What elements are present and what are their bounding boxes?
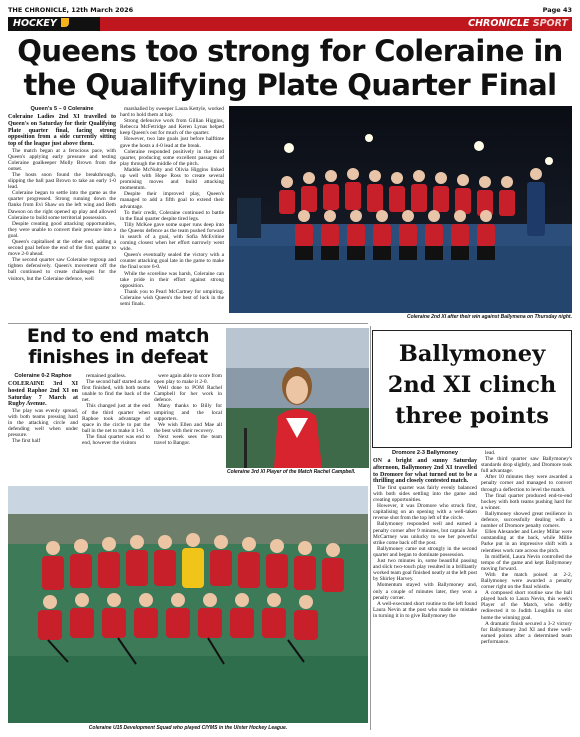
story3-paragraph: A composed short routine saw the ball played back to Laura Nevin, this week's Player of the Match, who deftly redirected it to Judith Loughlin to slot home the winning goal. <box>481 590 572 621</box>
story1-paragraph: Queen's capitalised at the other end, adding a second goal before the end of the first quarter to move 2-0 ahead. <box>8 239 116 258</box>
story3-paragraph: However, it was Dromore who struck first, capitalising on an opening with a well-taken reverse shot from the top left of the circle. <box>373 503 477 522</box>
story2-column-2 <box>82 373 150 483</box>
story1-paragraph: Coleraine responded positively in the third quarter, producing some excellent passages of play through the middle of the pitch. <box>120 148 224 167</box>
story3-paragraph: With the match poised at 2-2, Ballymoney were awarded a penalty corner right on the final whistle. <box>481 571 572 591</box>
story3-paragraph: Momentum stayed with Ballymoney and, only a couple of minutes later, they won a penalty corner. <box>373 582 477 601</box>
story3-paragraph: Ballymoney responded well and earned a penalty corner after 9 minutes, but captain Julie McCartney was unlucky to see her powerful strike come back off the post. <box>373 521 477 546</box>
story2-paragraph: The first half <box>12 438 41 445</box>
story1-paragraph: Strong defensive work from Gillian Higgins, Rebecca McFetridge and Keren Lynas helped keep Queen's out for much of the quarter. <box>120 118 224 137</box>
story3-paragraph: lead. <box>485 450 496 456</box>
story2-paragraph: The play was evenly spread, with both teams pressing hard in the attacking circle and defending well when under pressure. <box>8 407 78 439</box>
u15-squad-caption: Coleraine U15 Development Squad who played CIYMS in the Ulster Hockey League. <box>88 725 288 731</box>
story1-paragraph: Maddie McNulty and Olivia Higgins linked up well with Hope Ross to create several promising moves and build attacking momentum. <box>120 166 224 192</box>
story1-paragraph: Despite their improved play, Queen's managed to add a fifth goal to extend their advantage. <box>120 191 224 210</box>
story1-column-1 <box>8 106 116 318</box>
story2-paragraph: were again able to score from open play to make it 2-0. <box>154 373 222 386</box>
brand-logo <box>468 17 568 31</box>
section-tab <box>8 17 100 31</box>
story1-column-2 <box>120 106 224 318</box>
story1-paragraph: Thank you to Pearl McCartney for umpiring. Coleraine wish Queen's the best of luck in the semi finals. <box>120 288 224 307</box>
hockey-stick-icon <box>61 18 69 27</box>
story1-score: Queen's 5 – 0 Coleraine <box>30 106 94 112</box>
story1-lead: Coleraine Ladies 2nd XI travelled to Queen's on Saturday for their Qualifying Plate quarter final, facing strong opposition from a side currently sitting top of the league just above them. <box>8 114 116 147</box>
masthead <box>8 4 572 16</box>
story2-column-1 <box>8 373 78 483</box>
story1-paragraph: Despite creating good attacking opportunities, they were unable to convert their pressure into a goal. <box>8 220 116 239</box>
main-headline: Queens too strong for Coleraine in the Qualifying Plate Quarter Final <box>17 34 563 102</box>
story2-score: Coleraine 0-2 Raphoe <box>14 373 72 379</box>
story3-paragraph: Just two minutes in, some beautiful passing and slick two-touch play resulted in a brilliantly worked team goal finished neatly at the left post by Shirley Harvey. <box>373 558 477 583</box>
story2-headline: End to end match finishes in defeat <box>26 325 210 368</box>
story2-paragraph: Next week sees the team travel to Bangor. <box>154 433 222 447</box>
section-divider <box>8 323 368 324</box>
story1-paragraph: marshalled by sweeper Laura Kettyle, worked hard to hold them at bay. <box>120 106 224 119</box>
story1-paragraph: To their credit, Coleraine continued to battle in the final quarter despite tired legs. <box>120 209 224 222</box>
story3-paragraph: Ballymoney came out strongly in the second quarter and began to dominate possession. <box>373 545 477 558</box>
story2-paragraph: Many thanks to Billy for umpiring and the local supporters. <box>154 403 222 422</box>
story3-paragraph: The third quarter saw Ballymoney's standards drop slightly, and Dromore took full advantage. <box>481 456 572 475</box>
section-label: HOCKEY <box>13 18 57 29</box>
u15-squad-photo <box>8 486 368 723</box>
story3-paragraph: After 10 minutes they were awarded a penalty corner and managed to convert through a deflection to level the match. <box>481 474 572 493</box>
publication-date: THE CHRONICLE, 12th March 2026 <box>8 6 134 14</box>
page-number: Page 43 <box>542 6 572 14</box>
section-banner <box>8 17 572 31</box>
story2-paragraph: This changed just at the end of the third quarter when Raphoe took advantage of space in the circle to put the ball in the net to make it 1-0. <box>82 403 150 434</box>
story3-headline: Ballymoney 2nd XI clinch three points <box>372 330 572 448</box>
story2-paragraph: The final quarter was end to end, however the visitors <box>82 433 150 447</box>
story3-paragraph: In midfield, Laura Nevin controlled the tempo of the game and kept Ballymoney moving forward. <box>481 553 572 572</box>
story1-paragraph: The hosts soon found the breakthrough, slipping the ball past Brown to take an early 1-0 lead. <box>8 171 116 191</box>
brand-sport: SPORT <box>532 18 568 29</box>
team-photo-2nd-xi-caption: Coleraine 2nd XI after their win against Ballymena on Thursday night. <box>406 314 572 320</box>
story2-lead: COLERAINE 3rd XI hosted Raphoe 2nd XI on Saturday 7 March at Rugby Avenue. <box>8 381 78 408</box>
story3-paragraph: A dramatic finish secured a 3-2 victory for Ballymoney 2nd XI and three well-earned points after a determined team performance. <box>481 620 572 645</box>
story3-column-2 <box>481 450 572 732</box>
story1-paragraph: However, two late goals just before halftime gave the hosts a 4-0 lead at the break. <box>120 136 224 149</box>
story1-paragraph: Queen's eventually sealed the victory with a counter attacking goal late in the game to make the final score 6-0. <box>120 252 224 271</box>
story1-paragraph: Coleraine began to settle into the game as the quarter progressed. Strong running down the flanks from Evi Shaw on the left wing and Beth Dawson on the right opened up play and allowed Coleraine to build some territorial possession. <box>8 190 116 221</box>
story3-paragraph: A well-executed short routine to the left found Laura Nevin at the post who made no mistake in turning it in to give Ballymoney the <box>373 600 477 619</box>
story1-paragraph: The second quarter saw Coleraine regroup and tighten defensively. Queen's movement off the ball continued to create challenges for the visitors, but the Coleraine defence, well <box>8 257 116 282</box>
story2-paragraph: We wish Ellen and Mae all the best with their recovery. <box>154 421 222 434</box>
story2-paragraph: remained goalless. <box>86 373 127 379</box>
story2-column-3 <box>154 373 222 483</box>
story3-paragraph: Ellen Alexander and Lesley Millar were outstanding at the back, while Millie Parke put in an impressive shift with a relentless work rate across the pitch. <box>481 529 572 554</box>
story3-paragraph: The final quarter produced end-to-end hockey with both teams pushing hard for a winner. <box>481 492 572 511</box>
story1-paragraph: The match began at a ferocious pace, with Queen's applying early pressure and testing Coleraine goalkeeper Molly Brown from the outset. <box>8 147 116 172</box>
story1-paragraph: While the scoreline was harsh, Coleraine can take pride in their effort against strong opposition. <box>120 270 224 289</box>
story3-paragraph: Ballymoney showed great resilience in defence, successfully dealing with a number of Dromore penalty corners. <box>481 510 572 530</box>
column-rule <box>370 326 371 730</box>
player-of-match-photo <box>226 328 369 468</box>
story3-paragraph: The first quarter was fairly evenly balanced with both sides settling into the game and creating opportunities. <box>373 484 477 504</box>
story3-lead: ON a bright and sunny Saturday afternoon, Ballymoney 2nd XI travelled to Dromore for what turned out to be a thrilling and closely contested match. <box>373 458 477 485</box>
brand-name: CHRONICLE <box>468 18 530 29</box>
player-of-match-caption: Coleraine 3rd XI Player of the Match Rachel Campbell. <box>227 469 356 475</box>
story2-paragraph: The second half started as the first finished, with both teams unable to find the back of the net. <box>82 379 150 404</box>
story1-paragraph: Tilly McKee gave some super runs deep into the Queens defence as the team pushed forward in search of a goal, with Sofia McEvitine coming closest when her effort narrowly went wide. <box>120 221 224 253</box>
story3-column-1 <box>373 450 477 732</box>
story2-paragraph: Well done to POM Rachel Campbell for her work in defence. <box>154 385 222 404</box>
team-photo-2nd-xi <box>229 106 572 313</box>
story3-score: Dromore 2-3 Ballymoney <box>392 450 458 456</box>
